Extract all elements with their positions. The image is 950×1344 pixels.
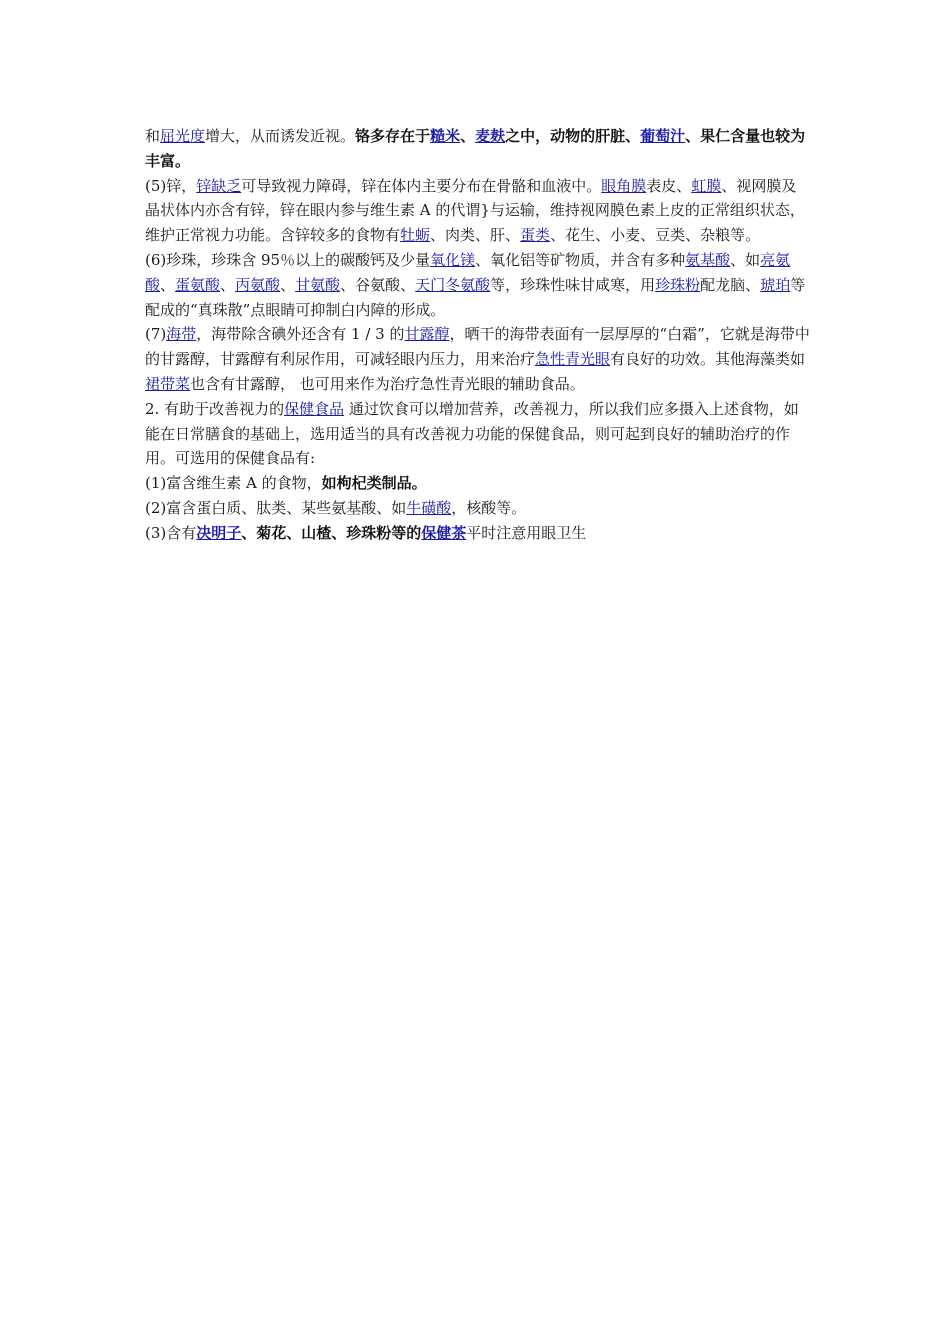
link-wakame[interactable]: 裙带菜	[145, 374, 191, 393]
paragraph-kelp	[145, 322, 810, 396]
link-oyster[interactable]: 牡蛎	[400, 226, 431, 245]
text-span: ，海带除含碘外还含有 1 / 3 的	[196, 325, 405, 344]
text-span: 增大，从而诱发近视。	[205, 127, 356, 145]
text-span: 、花生、小麦、豆类、杂粮等。	[550, 226, 761, 245]
bold-tea-ingredients	[196, 524, 466, 542]
link-leucine[interactable]: 亮氨酸	[145, 250, 791, 294]
link-pearl-powder[interactable]: 珍珠粉	[655, 275, 701, 294]
text-span: 、谷氨酸、	[340, 275, 416, 294]
text-span: 2. 有助于改善视力的	[145, 399, 285, 418]
text-span: 平时注意用眼卫生	[466, 523, 587, 542]
link-methionine[interactable]: 蛋氨酸	[175, 275, 221, 294]
text-span: 配龙脑、	[700, 275, 761, 294]
text-span: (2)富含蛋白质、肽类、某些氨基酸、如	[145, 498, 407, 517]
bold-wolfberry: 如枸杞类制品。	[321, 474, 427, 493]
text-span: 、肉类、肝、	[430, 226, 521, 245]
link-health-food[interactable]: 保健食品	[284, 399, 345, 418]
link-acute-glaucoma[interactable]: 急性青光眼	[535, 350, 611, 369]
text-span: 、	[460, 127, 476, 145]
link-glycine[interactable]: 甘氨酸	[295, 275, 341, 294]
text-span: 可导致视力障碍，锌在体内主要分布在骨骼和血液中。	[241, 176, 602, 195]
link-amino-acid[interactable]: 氨基酸	[685, 250, 731, 269]
link-zinc-deficiency[interactable]: 锌缺乏	[196, 176, 242, 195]
text-span: 有良好的功效。其他海藻类如	[610, 350, 806, 369]
text-span: 、果仁含量也较为丰富。	[145, 127, 806, 170]
text-span: 、	[160, 275, 176, 294]
list-item-3	[145, 521, 810, 546]
link-magnesium-oxide[interactable]: 氧化镁	[430, 250, 476, 269]
text-span: (3)含有	[145, 523, 197, 542]
text-span: (1)富含维生素 A 的食物，	[145, 474, 322, 493]
text-span: 、视网膜及晶状体内亦含有锌，锌在眼内参与维生素 A 的代谓}与运输，维持视网膜色素上皮的正常组织状态，维护正常视力功能。含锌较多的食物有	[145, 176, 805, 245]
link-taurine[interactable]: 牛磺酸	[406, 498, 452, 517]
text-span: 等，珍珠性味甘咸寒，用	[490, 275, 656, 294]
text-span: (5)锌，	[145, 176, 197, 195]
text-span: 等配成的“真珠散”点眼睛可抑制白内障的形成。	[145, 275, 806, 319]
link-eggs[interactable]: 蛋类	[520, 226, 551, 245]
text-span: ，晒干的海带表面有一层厚厚的“白霜”，它就是海带中的甘露醇，甘露醇有利尿作用，可减轻眼内压力，用来治疗	[145, 325, 810, 369]
link-iris[interactable]: 虹膜	[691, 176, 722, 195]
paragraph-health-food	[145, 397, 810, 471]
text-span: 、如	[730, 250, 761, 269]
text-span: 、氧化铝等矿物质，并含有多种	[475, 250, 686, 269]
link-alanine[interactable]: 丙氨酸	[235, 275, 281, 294]
text-span: (6)珍珠，珍珠含 95％以上的碳酸钙及少量	[145, 250, 431, 269]
link-refraction[interactable]: 屈光度	[160, 127, 206, 145]
text-span: 和	[145, 127, 161, 145]
text-span: 表皮、	[646, 176, 692, 195]
text-span: 铬多存在于	[355, 127, 431, 145]
text-span: 之中，动物的肝脏、	[505, 127, 641, 145]
link-aspartic-acid[interactable]: 天门冬氨酸	[415, 275, 491, 294]
paragraph-pearl	[145, 248, 810, 322]
link-cassia-seed[interactable]: 决明子	[196, 523, 242, 542]
link-amber[interactable]: 琥珀	[760, 275, 791, 294]
list-item-2	[145, 496, 810, 521]
link-wheat-bran[interactable]: 麦麸	[475, 127, 506, 145]
link-brown-rice[interactable]: 糙米	[430, 127, 461, 145]
text-span: 、菊花、山楂、珍珠粉等的	[241, 523, 422, 542]
text-span: ，核酸等。	[451, 498, 527, 517]
text-span: 也含有甘露醇， 也可用来作为治疗急性青光眼的辅助食品。	[190, 374, 585, 393]
link-grape-juice[interactable]: 葡萄汁	[640, 127, 686, 145]
text-span: 、	[220, 275, 236, 294]
paragraph-zinc	[145, 174, 810, 248]
paragraph-chromium	[145, 124, 810, 174]
list-item-1	[145, 471, 810, 496]
link-mannitol[interactable]: 甘露醇	[404, 325, 450, 344]
link-health-tea[interactable]: 保健茶	[421, 523, 467, 542]
text-span: (7)	[145, 325, 167, 344]
text-span: 通过饮食可以增加营养，改善视力，所以我们应多摄入上述食物，如能在日常膳食的基础上，选用适当的具有改善视力功能的保健食品，则可起到良好的辅助治疗的作用。可选用的保健食品有:	[145, 399, 799, 468]
text-span: 、	[280, 275, 296, 294]
link-kelp[interactable]: 海带	[166, 325, 197, 344]
document-body	[145, 124, 810, 546]
link-cornea[interactable]: 眼角膜	[601, 176, 647, 195]
